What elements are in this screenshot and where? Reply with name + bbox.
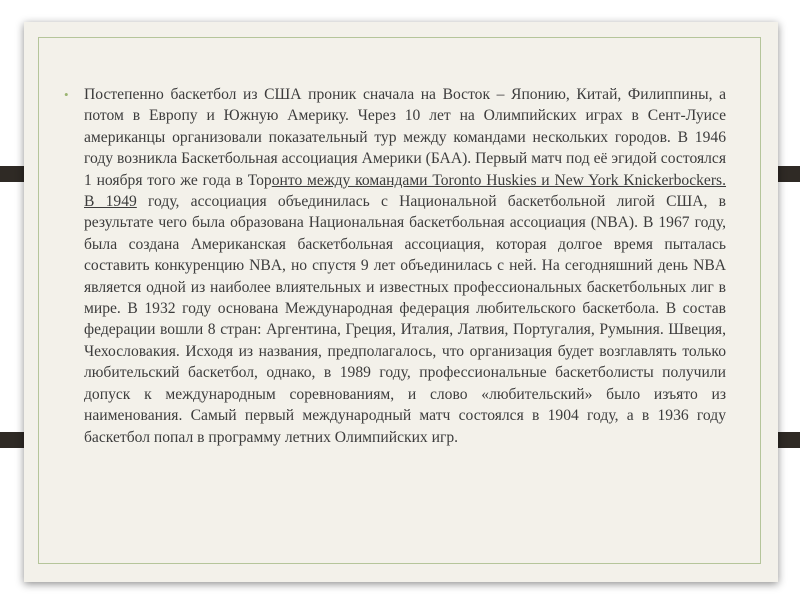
- slide-body-text: [84, 84, 726, 448]
- bullet-marker: •: [64, 87, 69, 102]
- body-text-part-2: году, ассоциация объединилась с Национальной баскетбольной лигой США, в результате чего была образована Национальная баскетбольная ассоциация (NBA). В 1967 году, была создана Американская баскетбольная ассоциация, которая долгое время пыталась составить конкуренцию NBA, но спустя 9 лет объединилась с ней. На сегодняшний день NBA является одной из наиболее влиятельных и известных профессиональных баскетбольных лиг в мире. В 1932 году основана Международная федерация любительского баскетбола. В состав федерации вошли 8 стран: Аргентина, Греция, Италия, Латвия, Португалия, Румыния. Швеция, Чехословакия. Исходя из названия, предполагалось, что организация будет возглавлять только любительский баскетбол, однако, в 1989 году, профессиональные баскетболисты получили допуск к международным соревнованиям, и слово «любительский» было изъято из наименования. Самый первый международный матч состоялся в 1904 году, а в 1936 году баскетбол попал в программу летних Олимпийских игр.: [84, 193, 726, 446]
- body-text-part-1: Постепенно баскетбол из США проник сначала на Восток – Японию, Китай, Филиппины, а потом в Европу и Южную Америку. Через 10 лет на Олимпийских играх в Сент-Луисе американцы организовали показательный тур между командами нескольких городов. В 1946 году возникла Баскетбольная ассоциация Америки (БАА). Первый матч под её эгидой состоялся 1 ноября того же года в Тор: [84, 86, 726, 189]
- underlined-link-text[interactable]: онто между командами Toronto Huskies и New York Knickerbockers. В 1949: [84, 171, 727, 211]
